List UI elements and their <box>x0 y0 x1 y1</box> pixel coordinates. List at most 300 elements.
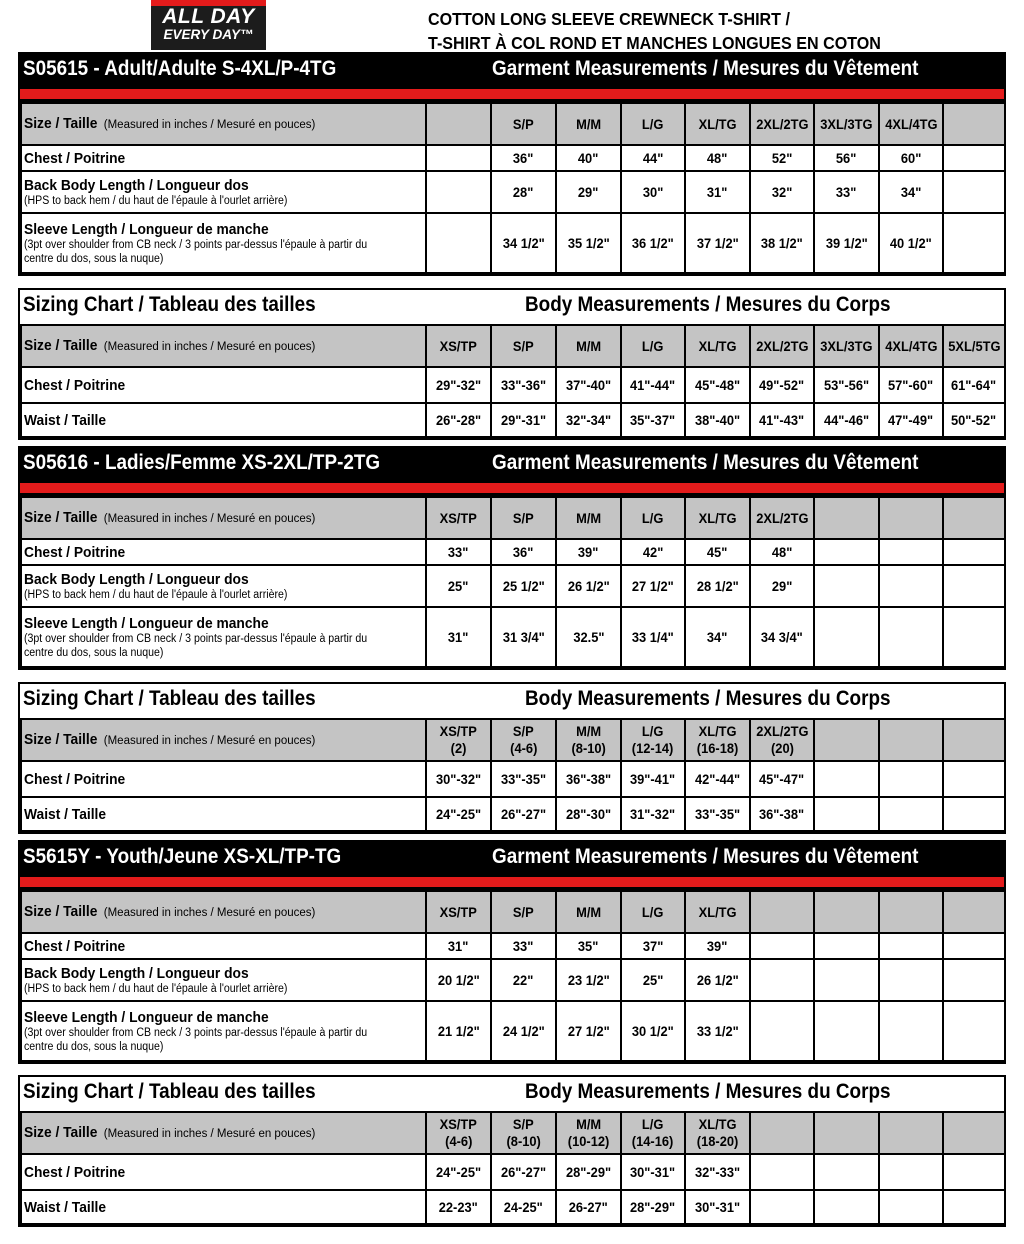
value-cell <box>556 497 621 539</box>
value-text: 36"-38" <box>565 771 612 787</box>
value-text: 33"-36" <box>500 377 547 393</box>
value-cell <box>814 367 879 403</box>
value-cell <box>621 171 685 213</box>
value-cell <box>943 719 1005 761</box>
value-cell <box>685 1001 750 1061</box>
value-text: XL/TG <box>698 904 737 920</box>
value-text: 47"-49" <box>888 412 934 428</box>
value-text: 2XL/2TG <box>755 510 809 526</box>
value-text: 36" <box>513 150 534 166</box>
value-text: 25" <box>448 578 469 594</box>
value-cell <box>491 403 556 437</box>
value-text: 3XL/3TG <box>820 338 873 354</box>
value-text: 28"-30" <box>565 806 612 822</box>
value-text: XL/TG <box>698 338 737 354</box>
table-row <box>21 1190 1005 1224</box>
section-header <box>20 1077 1004 1111</box>
title-line1: COTTON LONG SLEEVE CREWNECK T-SHIRT / <box>428 9 790 29</box>
value-cell <box>556 145 621 171</box>
value-cell <box>426 403 491 437</box>
value-text: 2XL/2TG <box>755 723 809 739</box>
size-label: Size / Taille <box>24 115 98 132</box>
chest-label: Chest / Poitrine <box>24 543 126 561</box>
waist-row-label <box>21 797 426 831</box>
value-text: 49"-52" <box>759 377 805 393</box>
value-text: 35 1/2" <box>567 235 610 251</box>
ladies-garment-table <box>20 496 1006 668</box>
value-text: 26"-28" <box>435 412 482 428</box>
value-cell <box>750 1112 814 1154</box>
size-label: Size / Taille <box>24 1124 98 1141</box>
value-cell <box>556 213 621 273</box>
table-row <box>21 761 1005 797</box>
value-text: XS/TP <box>439 338 478 354</box>
value-text: 24 1/2" <box>502 1023 545 1039</box>
value-text: M/M <box>575 723 602 739</box>
value-text: XL/TG <box>698 723 737 739</box>
value-cell <box>943 933 1005 959</box>
value-cell <box>491 959 556 1001</box>
youth-body-section <box>18 1075 1006 1227</box>
value-cell <box>491 1001 556 1061</box>
value-text: M/M <box>575 1116 602 1132</box>
chest-label: Chest / Poitrine <box>24 376 126 394</box>
section-heading: Body Measurements / Mesures du Corps <box>525 293 891 316</box>
value-text: M/M <box>575 338 602 354</box>
back-row-label <box>21 959 426 1001</box>
value-text: XL/TG <box>698 510 737 526</box>
value-cell <box>426 213 491 273</box>
sleeve-row-label <box>21 607 426 667</box>
value-cell <box>491 1112 556 1154</box>
value-cell <box>879 933 943 959</box>
value-text: L/G <box>642 723 664 739</box>
size-note: (Measured in inches / Mesuré en pouces) <box>103 341 316 353</box>
table-row <box>21 539 1005 565</box>
ladies-body-table <box>20 718 1006 832</box>
value-cell <box>491 761 556 797</box>
size-label: Size / Taille <box>24 903 98 920</box>
table-row <box>21 719 1005 761</box>
value-cell <box>879 1190 943 1224</box>
logo-line1: ALL DAY <box>162 5 255 28</box>
value-text: M/M <box>575 510 602 526</box>
value-text: L/G <box>642 116 664 132</box>
sizing-chart-title: Sizing Chart / Tableau des tailles <box>23 293 316 316</box>
value-text: 31" <box>448 938 469 954</box>
size-note: (Measured in inches / Mesuré en pouces) <box>103 907 316 919</box>
size-row-label <box>21 719 426 761</box>
section-heading: Garment Measurements / Mesures du Vêtement <box>492 451 919 474</box>
value-text: 36"-38" <box>759 806 805 822</box>
value-text: 39 1/2" <box>825 235 868 251</box>
value-cell <box>685 959 750 1001</box>
sleeve-note-line1: (3pt over shoulder from CB neck / 3 points par-dessus l'épaule à partir du <box>24 1026 368 1039</box>
value-subtext: (12-14) <box>632 740 674 756</box>
value-text: 28"-29" <box>565 1164 612 1180</box>
value-cell <box>943 103 1005 145</box>
value-text: 33 1/4" <box>632 629 674 645</box>
value-cell <box>685 497 750 539</box>
table-row <box>21 959 1005 1001</box>
youth-body-table <box>20 1111 1006 1225</box>
waist-label: Waist / Taille <box>24 411 107 429</box>
value-text: 4XL/4TG <box>884 338 938 354</box>
value-cell <box>491 719 556 761</box>
chest-label: Chest / Poitrine <box>24 149 126 167</box>
value-cell <box>814 959 879 1001</box>
value-text: S/P <box>513 510 534 526</box>
chest-label: Chest / Poitrine <box>24 1163 126 1181</box>
value-cell <box>879 565 943 607</box>
value-cell <box>943 1190 1005 1224</box>
back-length-note: (HPS to back hem / du haut de l'épaule à l'ourlet arrière) <box>24 982 288 995</box>
value-text: 26"-27" <box>500 806 547 822</box>
value-cell <box>621 103 685 145</box>
value-cell <box>621 539 685 565</box>
value-cell <box>879 539 943 565</box>
value-cell <box>685 103 750 145</box>
value-cell <box>556 539 621 565</box>
value-text: 27 1/2" <box>567 1023 610 1039</box>
value-text: 31" <box>448 629 469 645</box>
back-length-label: Back Body Length / Longueur dos <box>24 570 249 588</box>
table-row <box>21 607 1005 667</box>
value-text: 33" <box>448 544 469 560</box>
value-text: 42" <box>642 544 664 560</box>
value-text: 42"-44" <box>694 771 741 787</box>
value-text: 26 1/2" <box>567 578 610 594</box>
value-text: 27 1/2" <box>632 578 674 594</box>
section-header <box>20 448 1004 482</box>
value-text: 26"-27" <box>500 1164 547 1180</box>
value-cell <box>685 145 750 171</box>
back-length-note: (HPS to back hem / du haut de l'épaule à l'ourlet arrière) <box>24 588 288 601</box>
value-cell <box>621 325 685 367</box>
value-cell <box>556 607 621 667</box>
value-text: 32" <box>771 184 793 200</box>
value-cell <box>943 607 1005 667</box>
value-text: 24"-25" <box>435 806 482 822</box>
value-cell <box>685 213 750 273</box>
chest-row-label <box>21 145 426 171</box>
sleeve-row-label <box>21 1001 426 1061</box>
value-cell <box>750 1190 814 1224</box>
value-text: 26 1/2" <box>696 972 739 988</box>
section-heading: Body Measurements / Mesures du Corps <box>525 1080 891 1103</box>
value-cell <box>491 325 556 367</box>
sizing-chart-title: Sizing Chart / Tableau des tailles <box>23 687 316 710</box>
value-cell <box>814 213 879 273</box>
value-text: 21 1/2" <box>437 1023 480 1039</box>
value-cell <box>879 403 943 437</box>
value-cell <box>814 1112 879 1154</box>
red-divider <box>20 482 1004 493</box>
sleeve-length-label: Sleeve Length / Longueur de manche <box>24 1008 269 1026</box>
value-cell <box>426 367 491 403</box>
value-cell <box>879 959 943 1001</box>
value-cell <box>879 797 943 831</box>
value-text: 28"-29" <box>630 1199 676 1215</box>
title-line2: T-SHIRT À COL ROND ET MANCHES LONGUES EN COTON <box>428 33 881 53</box>
value-cell <box>879 1112 943 1154</box>
value-cell <box>750 933 814 959</box>
value-cell <box>750 213 814 273</box>
value-cell <box>621 719 685 761</box>
size-row-label <box>21 1112 426 1154</box>
value-cell <box>621 891 685 933</box>
value-subtext: (14-16) <box>632 1133 674 1149</box>
value-cell <box>879 1001 943 1061</box>
value-cell <box>685 933 750 959</box>
value-text: 31"-32" <box>630 806 676 822</box>
size-label: Size / Taille <box>24 731 98 748</box>
table-row <box>21 1001 1005 1061</box>
value-text: 32"-34" <box>565 412 612 428</box>
value-cell <box>943 1154 1005 1190</box>
red-divider <box>20 876 1004 887</box>
size-label: Size / Taille <box>24 337 98 354</box>
sleeve-note-line2: centre du dos, sous la nuque) <box>24 646 164 659</box>
value-text: XL/TG <box>698 116 737 132</box>
value-text: 26-27" <box>568 1199 609 1215</box>
value-text: 32.5" <box>572 629 605 645</box>
product-name: S05615 - Adult/Adulte S-4XL/P-4TG <box>23 57 337 80</box>
value-cell <box>814 1190 879 1224</box>
value-cell <box>685 1154 750 1190</box>
value-text: 56" <box>836 150 857 166</box>
value-cell <box>943 1001 1005 1061</box>
table-row <box>21 497 1005 539</box>
value-cell <box>556 959 621 1001</box>
value-cell <box>621 933 685 959</box>
value-cell <box>750 325 814 367</box>
size-note: (Measured in inches / Mesuré en pouces) <box>103 513 316 525</box>
value-text: 37 1/2" <box>696 235 739 251</box>
value-text: 5XL/5TG <box>947 338 1001 354</box>
value-cell <box>491 565 556 607</box>
value-text: 22" <box>513 972 534 988</box>
value-cell <box>943 959 1005 1001</box>
value-text: 41"-44" <box>630 377 676 393</box>
value-cell <box>426 103 491 145</box>
value-text: M/M <box>575 904 602 920</box>
size-note: (Measured in inches / Mesuré en pouces) <box>103 735 316 747</box>
value-cell <box>491 891 556 933</box>
table-row <box>21 797 1005 831</box>
size-note: (Measured in inches / Mesuré en pouces) <box>103 119 316 131</box>
chest-row-label <box>21 933 426 959</box>
value-cell <box>621 497 685 539</box>
value-text: 36" <box>513 544 534 560</box>
value-cell <box>426 607 491 667</box>
value-text: 30"-32" <box>435 771 482 787</box>
value-cell <box>750 761 814 797</box>
ladies-garment-section <box>18 446 1006 670</box>
value-text: 38 1/2" <box>761 235 803 251</box>
value-text: 34 3/4" <box>761 629 803 645</box>
value-text: 2XL/2TG <box>755 338 809 354</box>
product-name: S5615Y - Youth/Jeune XS-XL/TP-TG <box>23 845 342 868</box>
back-row-label <box>21 565 426 607</box>
value-text: S/P <box>513 338 534 354</box>
value-text: 45"-48" <box>694 377 741 393</box>
value-cell <box>556 719 621 761</box>
section-header <box>20 684 1004 718</box>
value-text: 34" <box>707 629 728 645</box>
section-header <box>20 290 1004 324</box>
value-text: 33" <box>513 938 534 954</box>
value-cell <box>879 145 943 171</box>
value-cell <box>621 959 685 1001</box>
value-cell <box>879 103 943 145</box>
value-text: 48" <box>707 150 728 166</box>
value-text: 32"-33" <box>694 1164 741 1180</box>
value-cell <box>621 607 685 667</box>
value-cell <box>556 565 621 607</box>
value-cell <box>750 719 814 761</box>
value-text: 31" <box>707 184 728 200</box>
value-cell <box>943 213 1005 273</box>
sleeve-length-label: Sleeve Length / Longueur de manche <box>24 614 269 632</box>
value-text: 61"-64" <box>951 377 997 393</box>
value-cell <box>426 565 491 607</box>
value-cell <box>814 565 879 607</box>
value-cell <box>814 891 879 933</box>
table-row <box>21 171 1005 213</box>
value-cell <box>943 761 1005 797</box>
value-text: S/P <box>513 1116 534 1132</box>
table-row <box>21 325 1005 367</box>
section-header <box>20 842 1004 876</box>
size-row-label <box>21 325 426 367</box>
value-text: XL/TG <box>698 1116 737 1132</box>
table-row <box>21 103 1005 145</box>
chest-row-label <box>21 539 426 565</box>
value-text: 30" <box>642 184 664 200</box>
value-cell <box>426 1112 491 1154</box>
value-cell <box>685 761 750 797</box>
section-header <box>20 54 1004 88</box>
value-cell <box>621 1001 685 1061</box>
value-cell <box>491 497 556 539</box>
value-cell <box>750 891 814 933</box>
value-cell <box>426 325 491 367</box>
value-cell <box>426 539 491 565</box>
value-text: 29"-31" <box>500 412 547 428</box>
sleeve-length-label: Sleeve Length / Longueur de manche <box>24 220 269 238</box>
table-row <box>21 891 1005 933</box>
value-cell <box>750 497 814 539</box>
value-text: 45"-47" <box>759 771 805 787</box>
youth-garment-section <box>18 840 1006 1064</box>
value-text: 29" <box>771 578 793 594</box>
value-text: 39" <box>578 544 599 560</box>
value-cell <box>621 1112 685 1154</box>
value-subtext: (20) <box>770 740 794 756</box>
value-cell <box>814 761 879 797</box>
value-text: 30"-31" <box>694 1199 741 1215</box>
adult-body-section <box>18 288 1006 440</box>
document-title <box>428 7 881 55</box>
value-cell <box>556 1190 621 1224</box>
sleeve-note-line1: (3pt over shoulder from CB neck / 3 points par-dessus l'épaule à partir du <box>24 238 368 251</box>
section-heading: Garment Measurements / Mesures du Vêtement <box>492 845 919 868</box>
value-cell <box>556 171 621 213</box>
value-cell <box>621 367 685 403</box>
value-text: 53"-56" <box>823 377 870 393</box>
value-cell <box>943 325 1005 367</box>
value-cell <box>426 171 491 213</box>
value-text: XS/TP <box>439 510 478 526</box>
value-cell <box>426 497 491 539</box>
value-text: 25 1/2" <box>502 578 545 594</box>
value-text: XS/TP <box>439 904 478 920</box>
value-cell <box>685 325 750 367</box>
value-text: 22-23" <box>438 1199 479 1215</box>
value-cell <box>814 719 879 761</box>
value-cell <box>750 367 814 403</box>
value-cell <box>491 145 556 171</box>
value-cell <box>556 367 621 403</box>
value-cell <box>491 367 556 403</box>
value-cell <box>814 497 879 539</box>
value-text: 48" <box>771 544 793 560</box>
value-cell <box>685 1112 750 1154</box>
value-cell <box>426 761 491 797</box>
value-cell <box>491 607 556 667</box>
chest-row-label <box>21 367 426 403</box>
value-cell <box>943 1112 1005 1154</box>
value-cell <box>685 565 750 607</box>
value-subtext: (4-6) <box>509 740 538 756</box>
product-name: S05616 - Ladies/Femme XS-2XL/TP-2TG <box>23 451 381 474</box>
value-text: XS/TP <box>439 1116 478 1132</box>
section-heading: Garment Measurements / Mesures du Vêtement <box>492 57 919 80</box>
value-cell <box>621 797 685 831</box>
size-row-label <box>21 103 426 145</box>
value-cell <box>426 959 491 1001</box>
value-cell <box>879 891 943 933</box>
value-text: 44" <box>642 150 664 166</box>
value-cell <box>491 1190 556 1224</box>
value-text: 23 1/2" <box>567 972 610 988</box>
value-cell <box>685 719 750 761</box>
value-text: 33"-35" <box>500 771 547 787</box>
value-subtext: (16-18) <box>696 740 739 756</box>
value-cell <box>750 539 814 565</box>
value-cell <box>685 403 750 437</box>
section-heading: Body Measurements / Mesures du Corps <box>525 687 891 710</box>
value-cell <box>943 565 1005 607</box>
value-cell <box>943 797 1005 831</box>
value-cell <box>491 539 556 565</box>
size-row-label <box>21 497 426 539</box>
value-text: 28 1/2" <box>696 578 739 594</box>
value-cell <box>556 1112 621 1154</box>
value-cell <box>943 539 1005 565</box>
ladies-body-section <box>18 682 1006 834</box>
value-cell <box>750 1154 814 1190</box>
value-text: 25" <box>642 972 664 988</box>
logo-line2: EVERY DAY™ <box>163 27 254 42</box>
table-row <box>21 367 1005 403</box>
value-cell <box>879 367 943 403</box>
value-text: 33 1/2" <box>696 1023 739 1039</box>
value-text: 33" <box>836 184 857 200</box>
value-cell <box>814 797 879 831</box>
value-cell <box>426 1154 491 1190</box>
